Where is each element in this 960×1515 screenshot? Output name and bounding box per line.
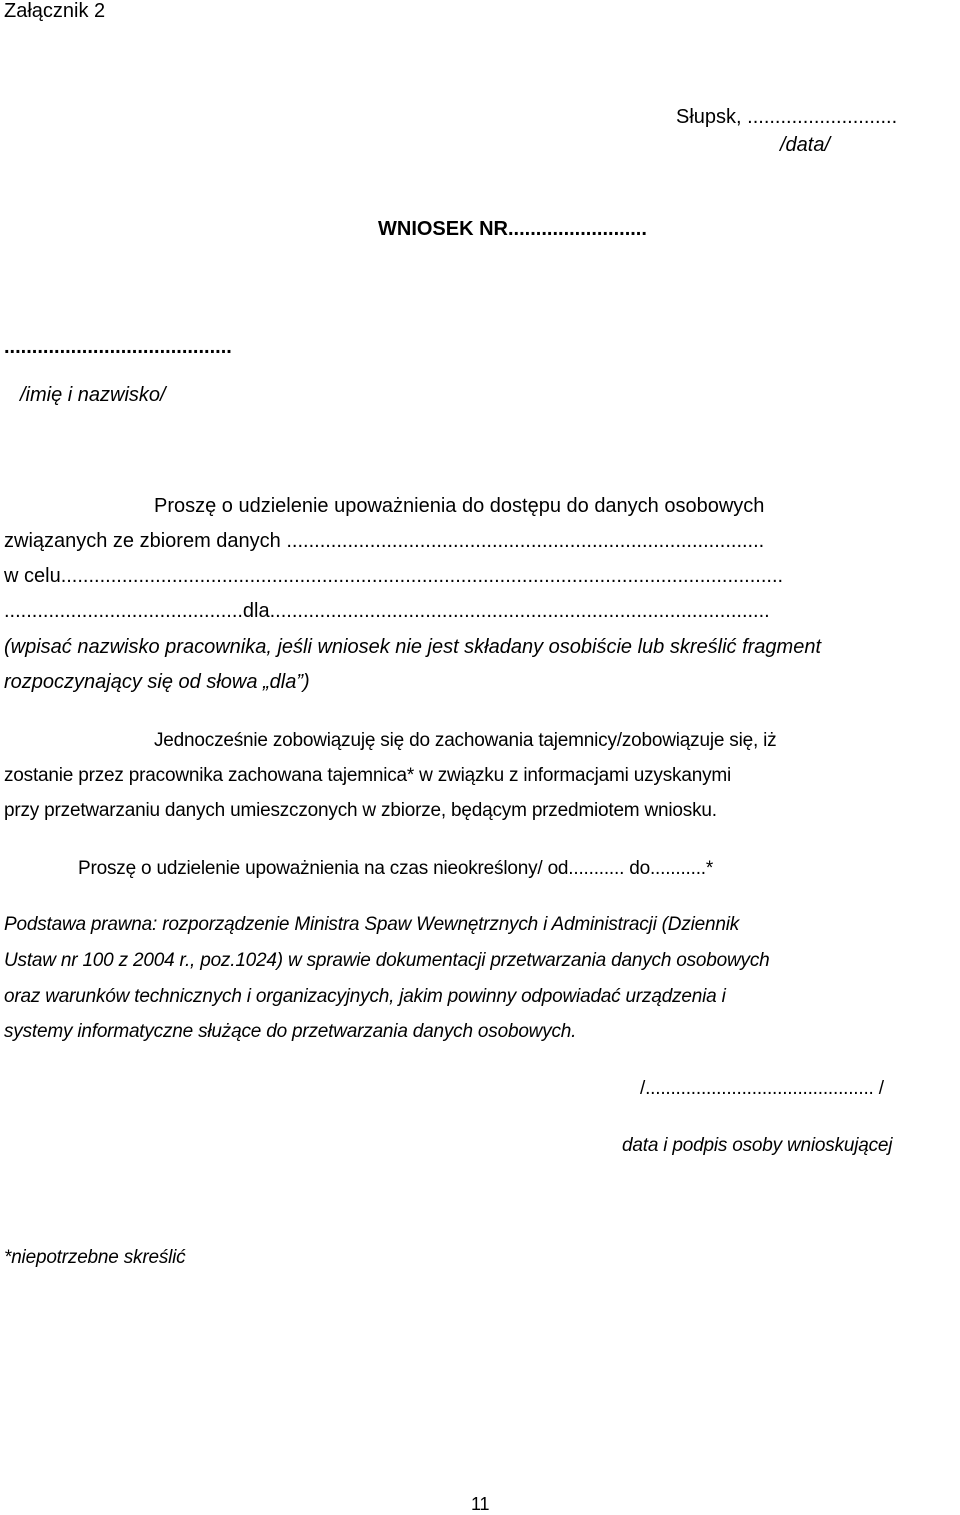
footnote: *niepotrzebne skreślić: [4, 1247, 186, 1268]
legal-basis-line-3: oraz warunków technicznych i organizacyjnych, jakim powinny odpowiadać urządzenia i: [4, 986, 726, 1007]
signature-caption: data i podpis osoby wnioskującej: [622, 1135, 893, 1156]
date-caption: /data/: [780, 134, 831, 156]
request-line-2: związanych ze zbiorem danych ......................................................................................: [4, 530, 765, 552]
request-note-line-2: rozpoczynający się od słowa „dla”): [4, 671, 310, 693]
attachment-label: Załącznik 2: [4, 0, 106, 22]
applicant-name-caption: /imię i nazwisko/: [20, 384, 166, 406]
legal-basis-line-2: Ustaw nr 100 z 2004 r., poz.1024) w sprawie dokumentacji przetwarzania danych osobowych: [4, 950, 770, 971]
applicant-name-line: .........................................: [4, 336, 232, 358]
document-title: WNIOSEK NR.........................: [378, 218, 647, 240]
legal-basis-line-4: systemy informatyczne służące do przetwarzania danych osobowych.: [4, 1021, 577, 1042]
request-line-4: ...........................................dla..........................................................................................: [4, 600, 770, 622]
request-line-1: Proszę o udzielenie upoważnienia do dostępu do danych osobowych: [154, 495, 765, 517]
request-line-3: w celu..................................................................................................................................: [4, 565, 784, 587]
request-note-line-1: (wpisać nazwisko pracownika, jeśli wniosek nie jest składany osobiście lub skreślić fragment: [4, 636, 822, 658]
authorization-period: Proszę o udzielenie upoważnienia na czas nieokreślony/ od........... do...........*: [78, 858, 714, 879]
confidentiality-line-3: przy przetwarzaniu danych umieszczonych w zbiorze, będącym przedmiotem wniosku.: [4, 800, 717, 821]
place-date-line: Słupsk, ...........................: [676, 106, 898, 128]
confidentiality-line-1: Jednocześnie zobowiązuję się do zachowania tajemnicy/zobowiązuje się, iż: [154, 730, 777, 751]
page-number: 11: [471, 1494, 490, 1514]
signature-line: /............................................. /: [640, 1078, 884, 1099]
legal-basis-line-1: Podstawa prawna: rozporządzenie Ministra Spaw Wewnętrznych i Administracji (Dziennik: [4, 914, 740, 935]
confidentiality-line-2: zostanie przez pracownika zachowana tajemnica* w związku z informacjami uzyskanymi: [4, 765, 732, 786]
